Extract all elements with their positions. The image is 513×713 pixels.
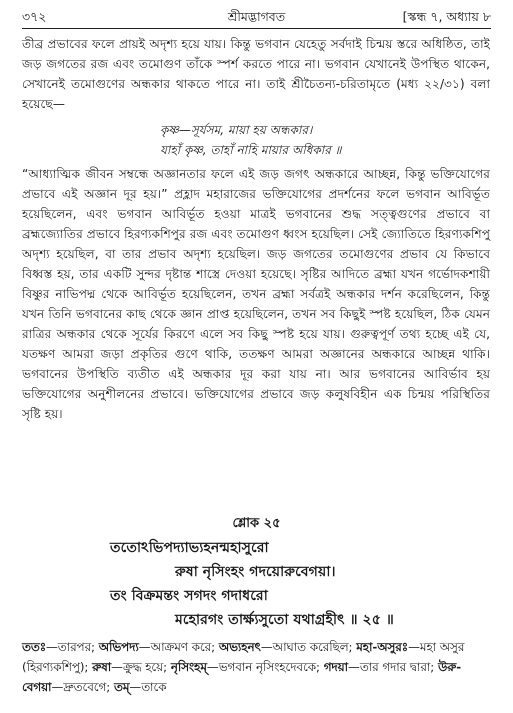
sloka-line-3: তং বিক্রমন্তং সগদং গদাধরো [110, 588, 268, 604]
page-number: ৩৭২ [22, 9, 47, 24]
synonym-term: গদয়া [323, 660, 349, 674]
word-for-word-synonyms [22, 637, 490, 697]
synonym-meaning: —তার গদার দ্বারা; [348, 660, 438, 674]
sloka-line-4: মহোরগং তার্ক্ষ্যসুতো যথাগ্রহীৎ ॥ ২৫ ॥ [175, 612, 394, 628]
purport-paragraph-2: “আধ্যাত্মিক জীবন সম্বন্ধে অজ্ঞানতার ফলে এই জড় জগৎ অন্ধকারে আচ্ছন্ন, কিন্তু ভক্তিযোগের প্রভাবে এই অজ্ঞান দূর হয়।” প্রহ্লাদ মহারাজের ভক্তিযোগের প্রদর্শনের ফলে ভগবান আবির্ভূত হয়েছিলেন, এবং ভগবান আবির্ভূত হওয়া মাত্রই ভগবানের শুদ্ধ সত্ত্বগুণের প্রভাবে বা ব্রহ্মজ্যোতির প্রভাবে হিরণ্যকশিপুর রজ এবং তমোগুণ ধ্বংস হয়েছিল। সেই জ্যোতিতে হিরণ্যকশিপু অদৃশ্য হয়েছিল, বা তার প্রভাব অদৃশ্য হয়েছিল। জড় জগতের তমোগুণের প্রভাব যে কিভাবে বিধ্বস্ত হয়, তার একটি সুন্দর দৃষ্টান্ত শাস্ত্রে দেওয়া হয়েছে। সৃষ্টির আদিতে ব্রহ্মা যখন গর্ভোদকশায়ী বিষ্ণুর নাভিপদ্ম থেকে আবির্ভূত হয়েছিলেন, তখন ব্রহ্মা সর্বত্রই অন্ধকার দর্শন করেছিলেন, কিন্তু যখন তিনি ভগবানের কাছ থেকে জ্ঞান প্রাপ্ত হয়েছিলেন, তখন সব কিছুই স্পষ্ট হয়েছিল, ঠিক যেমন রাত্রির অন্ধকার থেকে সূর্যের কিরণে এলে সব কিছু স্পষ্ট হয়ে যায়। গুরুত্বপূর্ণ তথ্য হচ্ছে এই যে, যতক্ষণ আমরা জড়া প্রকৃতির গুণে থাকি, ততক্ষণ আমরা অজ্ঞানের অন্ধকারে আচ্ছন্ন থাকি। ভগবানের উপস্থিতি ব্যতীত এই অন্ধকার দূর করা যায় না। আর ভগবানের আবির্ভাব হয় ভক্তিযোগের অনুশীলনের প্রভাবে। ভক্তিযোগের প্রভাবে জড় কলুষবিহীন এক চিন্ময় পরিস্থিতির সৃষ্টি হয়। [22, 167, 490, 421]
synonym-term: তম্ [114, 680, 130, 694]
chapter-reference: [স্কন্ধ ৭, অধ্যায় ৮ [402, 9, 491, 24]
synonym-meaning: —ভগবান নৃসিংহদেবকে; [206, 660, 324, 674]
purport-paragraph-1: তীব্র প্রভাবের ফলে প্রায়ই অদৃশ্য হয়ে যায়। কিন্তু ভগবান যেহেতু সর্বদাই চিন্ময় স্তরে অধিষ্ঠিত, তাই জড় জগতের রজ এবং তমোগুণ তাঁকে স্পর্শ করতে পারে না। ভগবান যেখানেই উপস্থিত থাকেন, সেখানেই তমোগুণের অন্ধকার থাকতে পারে না। তাই শ্রীচৈতন্য-চরিতামৃতে (মধ্য ২২/৩১) বলা হয়েছে— [22, 37, 490, 111]
sloka-line-1: ততোঽভিপদ্যাভ্যহনন্মহাসুরো [110, 540, 269, 556]
synonym-term: উরু-বেগয়া [22, 660, 462, 694]
page-header [22, 6, 491, 28]
quoted-verse-line-1: কৃষ্ণ—সূর্যসম, মায়া হয় অন্ধকার। [160, 123, 313, 137]
book-title: শ্রীমদ্ভাগবত [227, 9, 286, 24]
synonym-meaning: —তারপর; [46, 640, 99, 654]
synonym-term: ততঃ [22, 640, 46, 654]
synonym-meaning: —মহা অসুর (হিরণ্যকশিপু); [22, 640, 465, 674]
header-divider [22, 28, 491, 29]
synonym-meaning: —তাকে [129, 680, 167, 694]
sloka-heading: শ্লোক ২৫ [232, 516, 281, 531]
synonym-meaning: —আক্রমণ করে; [138, 640, 219, 654]
synonym-meaning: —দ্রুতবেগে; [51, 680, 114, 694]
synonym-term: রুষা [92, 660, 112, 674]
synonym-term: মহা-অসুরঃ [356, 640, 409, 654]
sloka-line-2: রুষা নৃসিংহং গদয়োরুবেগয়া। [175, 564, 336, 580]
synonym-meaning: —ক্রুদ্ধ হয়ে; [111, 660, 171, 674]
synonym-term: অভিপদ্য [98, 640, 139, 654]
quoted-verse-line-2: যাহাঁ কৃষ্ণ, তাহাঁ নাহি মায়ার অধিকার ॥ [160, 143, 342, 157]
synonym-meaning: —আঘাত করেছিল; [260, 640, 357, 654]
synonym-term: অভ্যহনৎ [218, 640, 261, 654]
synonym-term: নৃসিংহম্ [170, 660, 207, 674]
